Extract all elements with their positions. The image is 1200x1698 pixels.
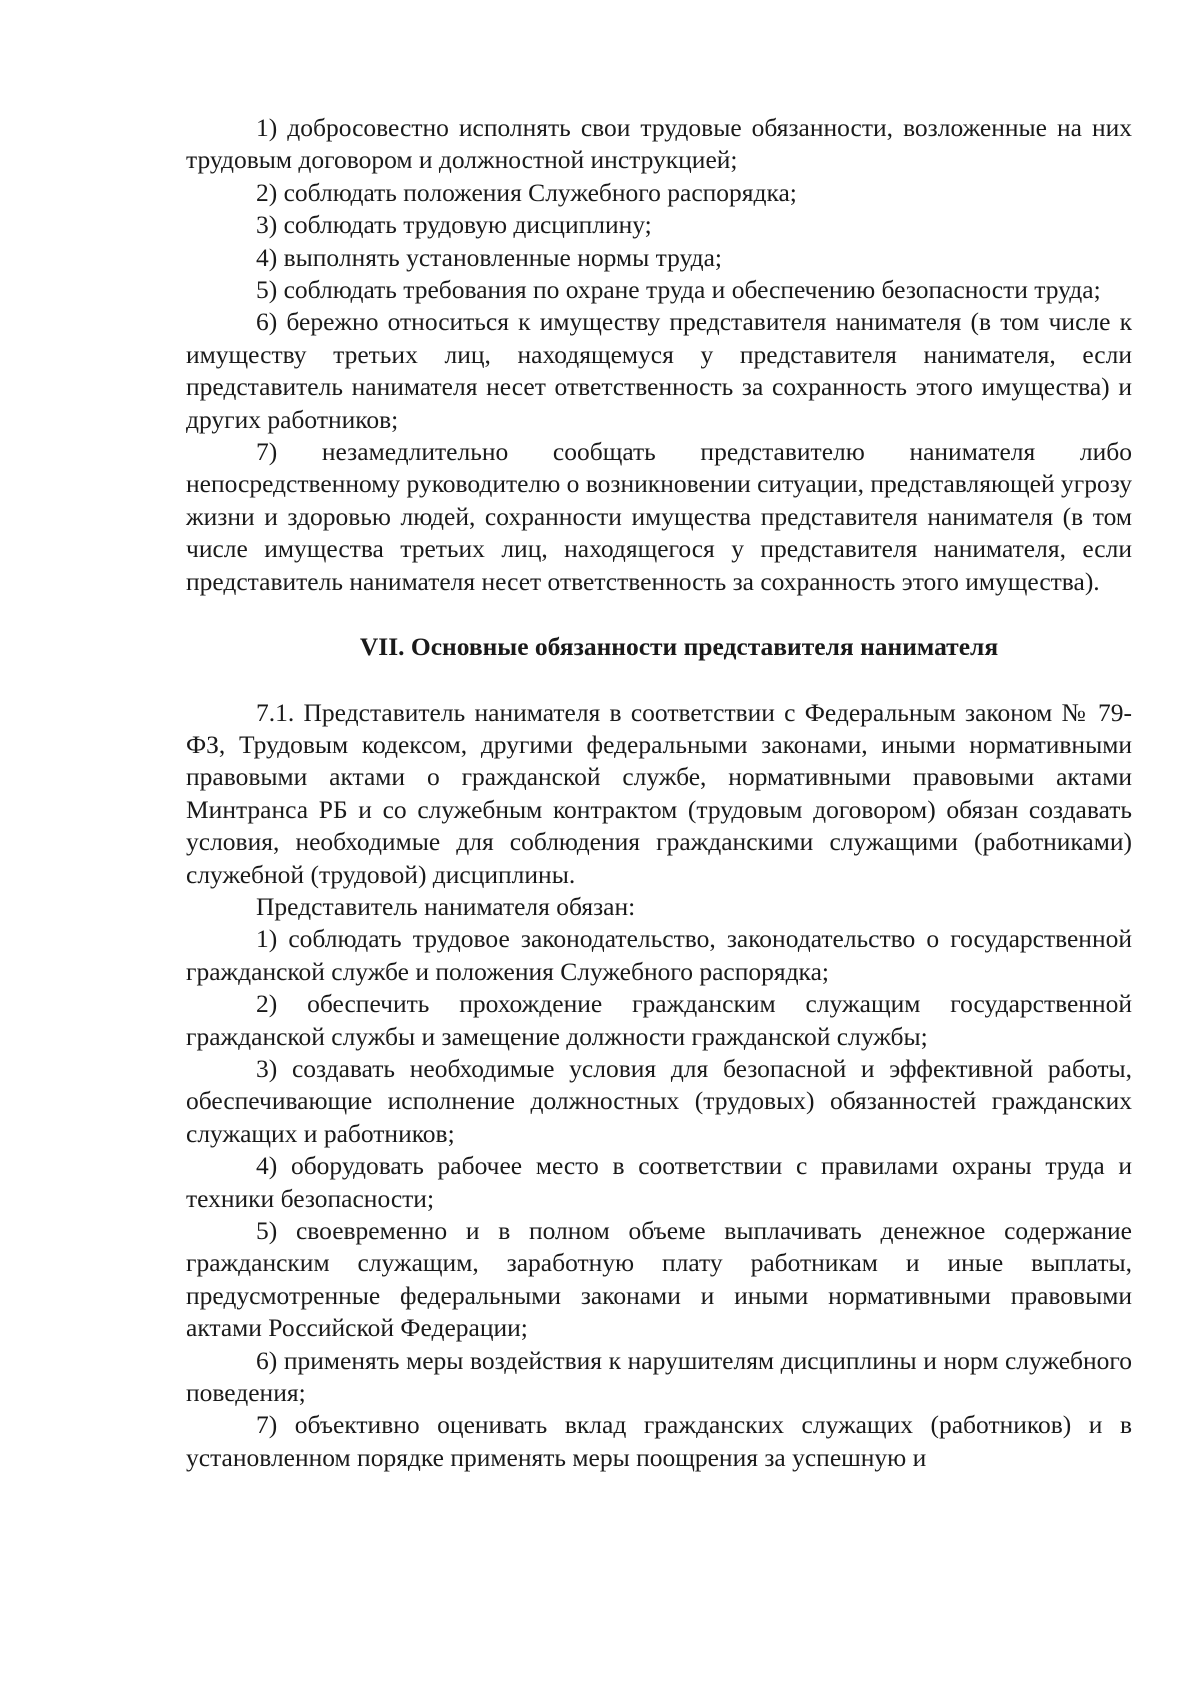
employer-duty-6: 6) применять меры воздействия к нарушителям дисциплины и норм служебного поведения; — [186, 1345, 1132, 1408]
duty-item-4: 4) выполнять установленные нормы труда; — [256, 242, 722, 272]
employer-duty-2: 2) обеспечить прохождение гражданским служащим государственной гражданской службы и замещение должности гражданской службы; — [186, 989, 1132, 1051]
document-page — [186, 112, 1132, 1474]
employer-duty-4: 4) оборудовать рабочее место в соответствии с правилами охраны труда и техники безопасности; — [186, 1151, 1132, 1213]
employer-duty-3: 3) создавать необходимые условия для безопасной и эффективной работы, обеспечивающие исполнение должностных (трудовых) обязанностей гражданских служащих и работников; — [186, 1053, 1132, 1148]
duty-item-1: 1) добросовестно исполнять свои трудовые обязанности, возложенные на них трудовым договором и должностной инструкцией; — [186, 113, 1132, 175]
employer-intro: Представитель нанимателя обязан: — [256, 891, 636, 921]
duty-item-5: 5) соблюдать требования по охране труда и обеспечению безопасности труда; — [256, 275, 1101, 305]
employer-duty-7: 7) объективно оценивать вклад гражданских служащих (работников) и в установленном порядке применять меры поощрения за успешную и — [186, 1410, 1132, 1472]
duty-item-7: 7) незамедлительно сообщать представителю нанимателя либо непосредственному руководителю о возникновении ситуации, представляющей угрозу жизни и здоровью людей, сохранности имущества представителя нанимателя (в том числе имущества третьих лиц, находящегося у представителя нанимателя, если представитель нанимателя несет ответственность за сохранность этого имущества). — [186, 437, 1132, 596]
employer-duty-1: 1) соблюдать трудовое законодательство, законодательство о государственной гражданской службе и положения Служебного распорядка; — [186, 924, 1132, 986]
duty-item-6: 6) бережно относиться к имуществу представителя нанимателя (в том числе к имуществу третьих лиц, находящемуся у представителя нанимателя, если представитель нанимателя несет ответственность за сохранность этого имущества) и других работников; — [186, 307, 1132, 434]
clause-7-1: 7.1. Представитель нанимателя в соответствии с Федеральным законом № 79-ФЗ, Трудовым кодексом, другими федеральными законами, иными нормативными правовыми актами о гражданской службе, нормативными правовыми актами Минтранса РБ и со служебным контрактом (трудовым договором) обязан создавать условия, необходимые для соблюдения гражданскими служащими (работниками) служебной (трудовой) дисциплины. — [186, 697, 1132, 889]
duty-item-3: 3) соблюдать трудовую дисциплину; — [256, 210, 652, 240]
employer-duty-5: 5) своевременно и в полном объеме выплачивать денежное содержание гражданским служащим, заработную плату работникам и иные выплаты, предусмотренные федеральными законами и иными нормативными правовыми актами Российской Федерации; — [186, 1216, 1132, 1343]
section-heading: VII. Основные обязанности представителя нанимателя — [359, 632, 999, 662]
duty-item-2: 2) соблюдать положения Служебного распорядка; — [256, 177, 797, 207]
